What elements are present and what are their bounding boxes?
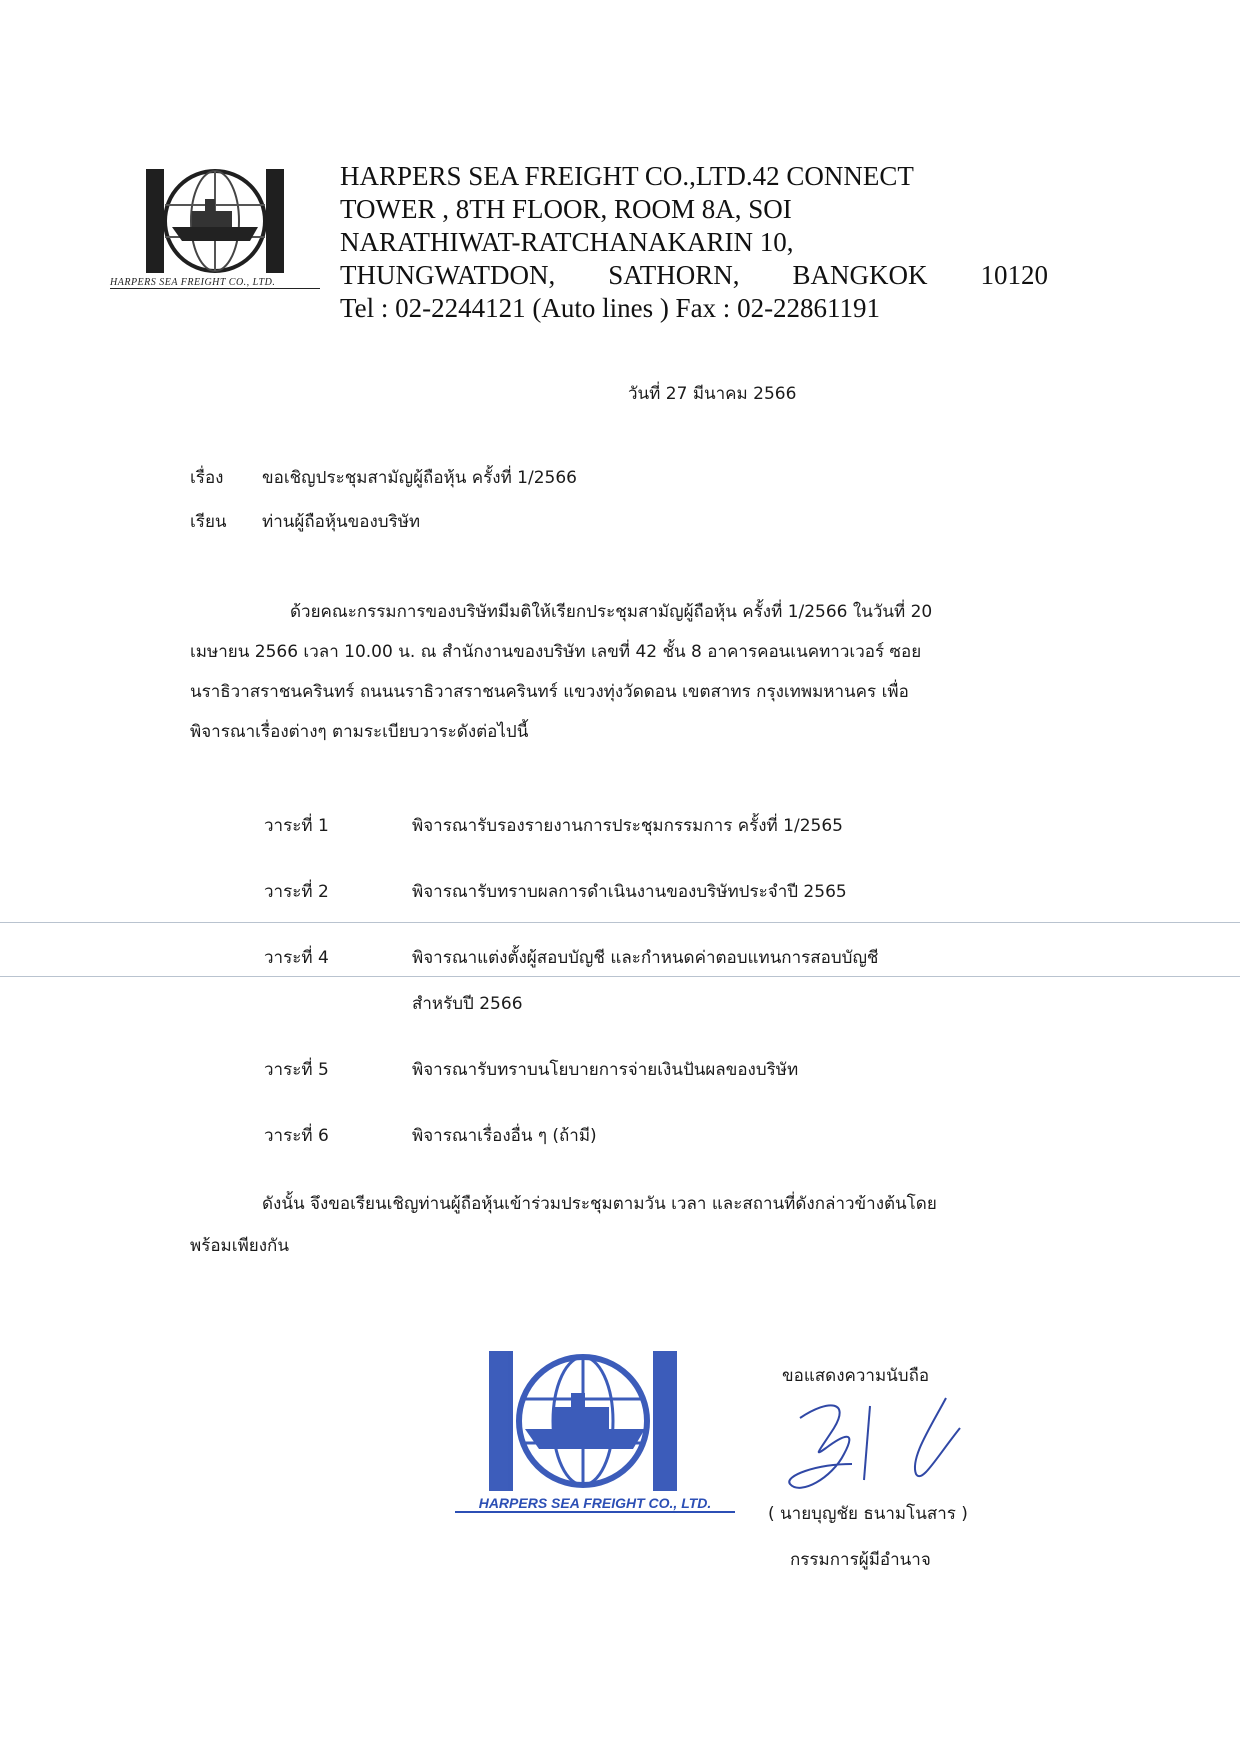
scan-artifact-line [0, 922, 1240, 923]
body-line: นราธิวาสราชนครินทร์ ถนนนราธิวาสราชนครินทร์ แขวงทุ่งวัดดอน เขตสาทร กรุงเทพมหานคร เพื่อ [190, 682, 909, 702]
recipient-text: ท่านผู้ถือหุ้นของบริษัท [262, 512, 421, 532]
closing-line: พร้อมเพียงกัน [190, 1236, 289, 1256]
agenda-text: พิจารณาเรื่องอื่น ๆ (ถ้ามี) [412, 1126, 597, 1146]
subject-text: ขอเชิญประชุมสามัญผู้ถือหุ้น ครั้งที่ 1/2566 [262, 468, 577, 488]
handwritten-signature [760, 1388, 1010, 1508]
stamp-caption: HARPERS SEA FREIGHT CO., LTD. [455, 1495, 735, 1513]
letterhead-line [340, 259, 1048, 292]
agenda-text: พิจารณารับทราบนโยบายการจ่ายเงินปันผลของบริษัท [412, 1060, 799, 1080]
agenda-text: พิจารณาแต่งตั้งผู้สอบบัญชี และกำหนดค่าตอบแทนการสอบบัญชี [412, 948, 879, 968]
address-city: BANGKOK [792, 260, 928, 290]
body-line: ด้วยคณะกรรมการของบริษัทมีมติให้เรียกประชุมสามัญผู้ถือหุ้น ครั้งที่ 1/2566 ในวันที่ 20 [290, 602, 933, 622]
agenda-text: พิจารณารับรองรายงานการประชุมกรรมการ ครั้งที่ 1/2565 [412, 816, 843, 836]
body-paragraph [190, 592, 1080, 752]
agenda-text-continued: สำหรับปี 2566 [412, 994, 523, 1014]
agenda-label: วาระที่ 4 [264, 948, 329, 968]
agenda-label: วาระที่ 1 [264, 816, 329, 836]
company-logo [110, 165, 320, 295]
agenda-label: วาระที่ 5 [264, 1060, 329, 1080]
address-area: SATHORN, [608, 260, 740, 290]
closing-line: ดังนั้น จึงขอเรียนเชิญท่านผู้ถือหุ้นเข้าร่วมประชุมตามวัน เวลา และสถานที่ดังกล่าวข้างต้นโดย [262, 1194, 937, 1214]
agenda-text: พิจารณารับทราบผลการดำเนินงานของบริษัทประจำปี 2565 [412, 882, 847, 902]
address-district: THUNGWATDON, [340, 260, 556, 290]
signatory-name: ( นายบุญชัย ธนามโนสาร ) [768, 1504, 968, 1524]
body-line: พิจารณาเรื่องต่างๆ ตามระเบียบวาระดังต่อไปนี้ [190, 722, 529, 742]
closing-regards: ขอแสดงความนับถือ [782, 1366, 930, 1386]
address-postcode: 10120 [980, 260, 1048, 290]
letterhead-line: TOWER , 8TH FLOOR, ROOM 8A, SOI [340, 194, 792, 224]
letterhead-line: NARATHIWAT-RATCHANAKARIN 10, [340, 227, 794, 257]
agenda-label: วาระที่ 2 [264, 882, 329, 902]
logo-caption: HARPERS SEA FREIGHT CO., LTD. [110, 277, 320, 289]
subject-label: เรื่อง [190, 468, 224, 488]
signatory-title: กรรมการผู้มีอำนาจ [790, 1550, 931, 1570]
agenda-label: วาระที่ 6 [264, 1126, 329, 1146]
letterhead-contact: Tel : 02-2244121 (Auto lines ) Fax : 02-22861191 [340, 293, 881, 323]
body-line: เมษายน 2566 เวลา 10.00 น. ณ สำนักงานของบริษัท เลขที่ 42 ชั้น 8 อาคารคอนเนคทาวเวอร์ ซอย [190, 642, 922, 662]
scan-artifact-line [0, 976, 1240, 977]
letter-date: วันที่ 27 มีนาคม 2566 [628, 384, 797, 404]
letterhead-address [340, 160, 1060, 325]
recipient-label: เรียน [190, 512, 227, 532]
letterhead-line: HARPERS SEA FREIGHT CO.,LTD.42 CONNECT [340, 161, 914, 191]
company-stamp [455, 1345, 735, 1515]
